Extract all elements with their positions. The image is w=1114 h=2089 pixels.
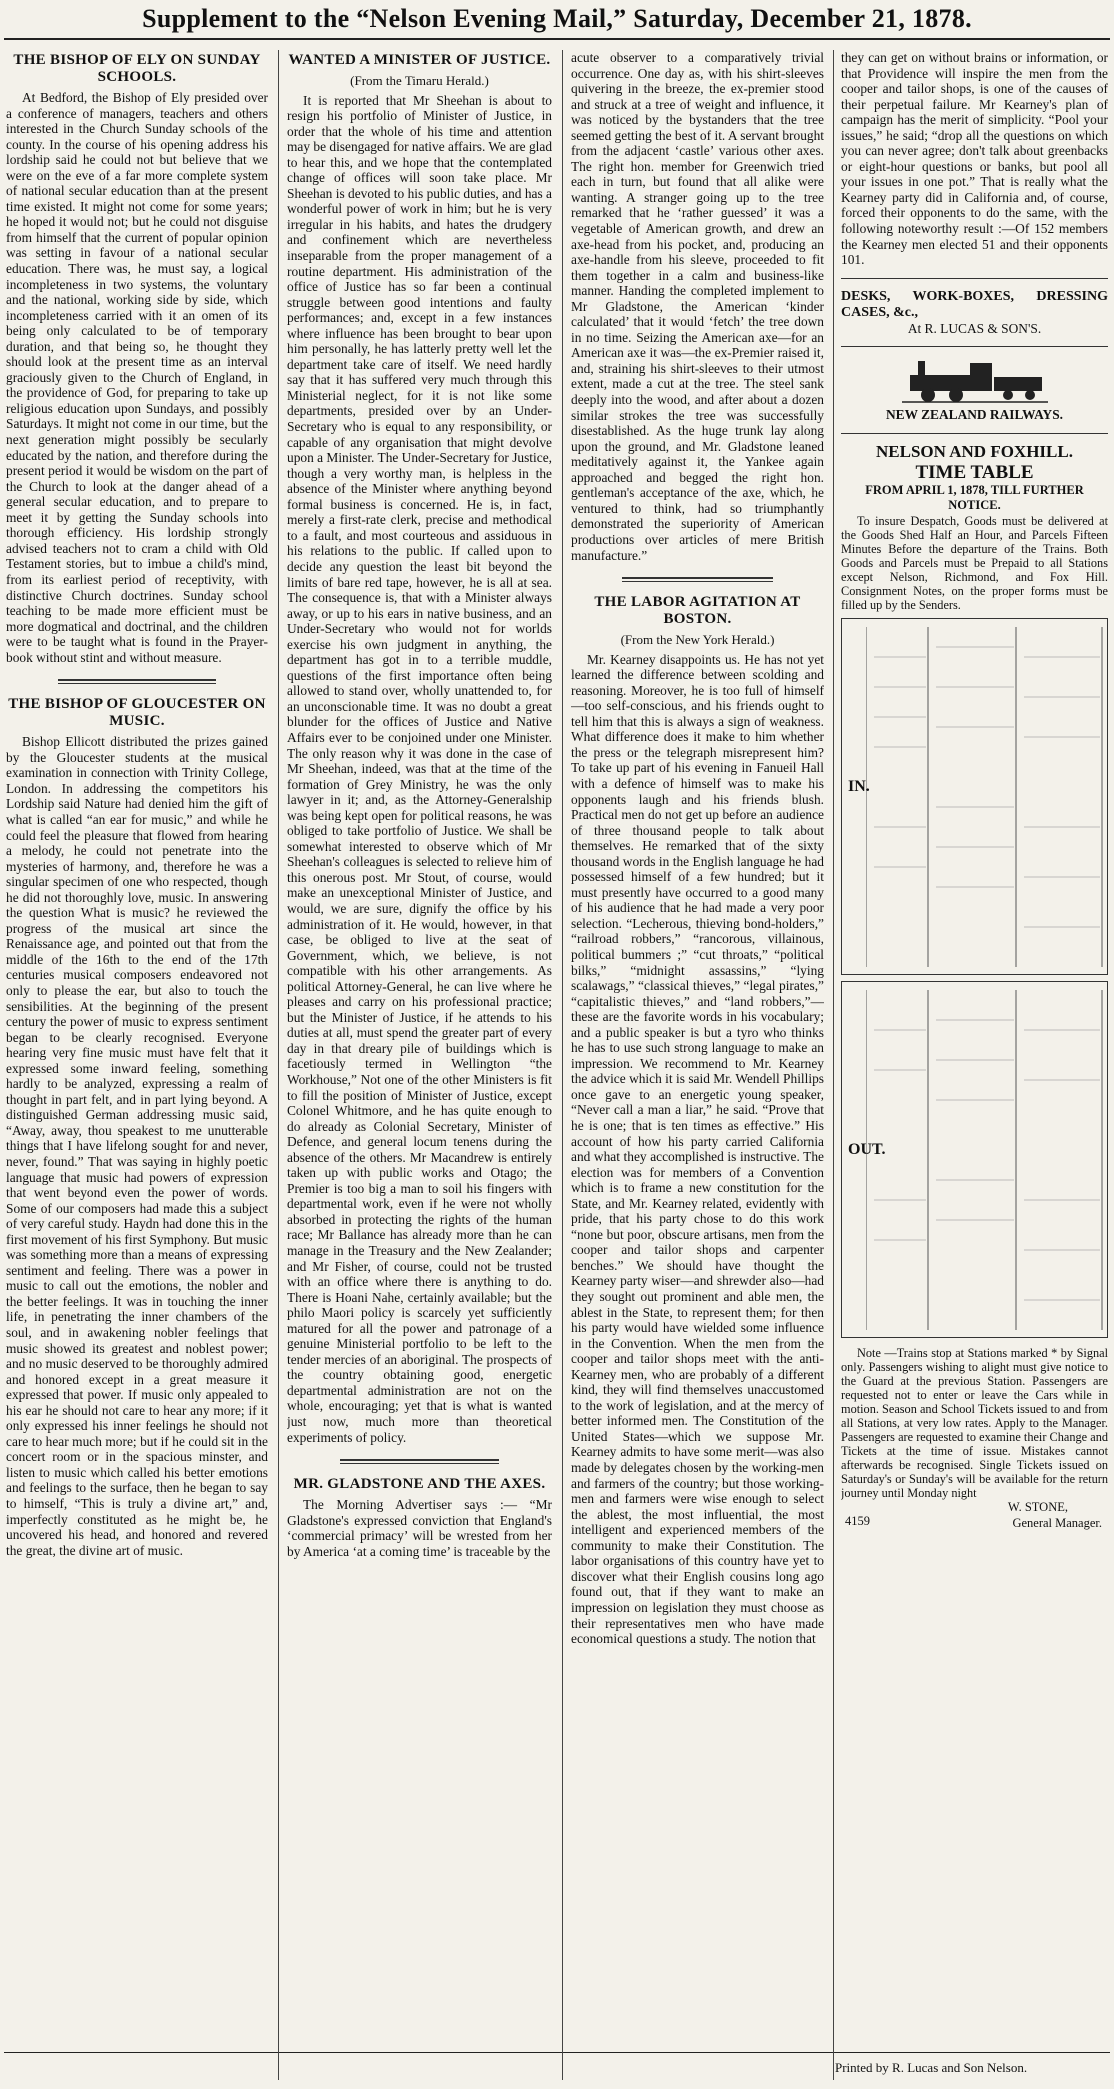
article-continuation-labor: they can get on without brains or information, or that Providence will inspire the men from the cooper and tailor shops, is one of the causes of their perpetual failure. Mr Kearney's plan of campaign has the merit of simplicity. “Pool your issues,” he said; “drop all the questions on which you can never agree; don't talk about greenbacks or eight-hour questions or banks, but pool all your issues in one pot.” That is really what the Kearney party did in California and, of course, forced their opponents to do the same, with the following noteworthy result :—Of 152 members the Kearney men elected 51 and their opponents 101. [841,50,1108,268]
signer-title: General Manager. [1012,1515,1102,1530]
ad-desks-sub: At R. LUCAS & SON'S. [907,320,1042,336]
masthead: Supplement to the “Nelson Evening Mail,” Saturday, December 21, 1878. [142,4,972,33]
railways-title: NEW ZEALAND RAILWAYS. [886,407,1063,423]
article-heading-gladstone: MR. GLADSTONE AND THE AXES. [293,1476,546,1493]
article-heading-ely: THE BISHOP OF ELY ON SUNDAY SCHOOLS. [13,52,261,85]
printer-imprint: Printed by R. Lucas and Son Nelson. [835,2060,1028,2075]
signer-name: W. STONE, [1007,1499,1068,1514]
article-source-labor: (From the New York Herald.) [620,632,775,648]
masthead-rule [4,38,1110,40]
timetable-in [841,618,1108,975]
timetable-in-label: IN. [848,777,870,795]
column-3 [571,50,824,2050]
article-heading-gloucester: THE BISHOP OF GLOUCESTER ON MUSIC. [8,696,266,730]
section-divider [841,433,1108,434]
timetable-notice: To insure Despatch, Goods must be delivered at the Goods Shed Half an Hour, and Parcels Fifteen Minutes Before the departure of the Trains. Both Goods and Parcels must be Prepaid to all Stations except Nelson, Richmond, and Fox Hill. Consignment Notes, on the proper forms must be filled up by the Senders. [841,513,1108,612]
railway-route: NELSON AND FOXHILL. [876,441,1073,461]
ad-number: 4159 [845,1513,870,1528]
timetable-in-grid [866,627,1106,967]
ad-desks-title: DESKS, WORK-BOXES, DRESSING CASES, &c., [841,288,1108,320]
article-source-justice: (From the Timaru Herald.) [350,73,489,88]
section-divider [622,577,774,582]
timetable-out [841,981,1108,1338]
locomotive-icon [900,357,1050,403]
article-body-gladstone: The Morning Advertiser says :— “Mr Gladstone's expressed conviction that England's ‘commercial primacy’ will be wrested from her by America ‘at a coming time’ is traceable by the [287,1497,552,1559]
section-divider [340,1459,499,1464]
timetable-from: FROM APRIL 1, 1878, TILL FURTHER NOTICE. [865,482,1084,513]
column-rule [833,50,834,2080]
column-2 [287,50,552,2050]
article-continuation-gladstone: acute observer to a comparatively trivial occurrence. One day as, with his shirt-sleeves quivering in the breeze, the ex-premier stood and struck at a tree of weight and influence, it was noticed by the bystanders that the tree seemed getting the best of it. A servant brought from the adjacent ‘castle’ various other axes. The right hon. member for Greenwich tried each in turn, but found that all alike were wanting. A stranger going up to the tree remarked that he ‘rather guessed’ it was a vegetable of American growth, and drew an axe-head from his pocket, and, producing an axe-handle from his sleeve, proceeded to fit them together in a calm and business-like manner. Handing the completed implement to Mr Gladstone, the American ‘kinder calculated’ that it would ‘fetch’ the tree down in no time. Seizing the American axe—for an American axe it was—the ex-Premier raised it, and, straining his shirt-sleeves to their utmost extent, made a cut at the tree. The steel sank deeply into the wood, and after about a dozen similar strokes the tree was successfully disestablished. As the huge trunk lay along upon the ground, and Mr. Gladstone leaned meditatively against it, the Yankee again approached and begged the right hon. gentleman's acceptance of the axe, which, he ventured to think, had so triumphantly demonstrated the superiority of American productions over articles of mere British manufacture.” [571,50,824,563]
article-heading-justice: WANTED A MINISTER OF JUSTICE. [288,52,551,68]
article-body-labor: Mr. Kearney disappoints us. He has not yet learned the difference between scolding and reasoning. Moreover, he is too full of himself—too self-conscious, and his friends ought to tell him that this is always a sign of weakness. What difference does it make to him whether the press or the telegraph misrepresent him? To take up part of his evening in Fanueil Hall with a defence of himself was to make his opponents laugh and his friends blush. Practical men do not get up before an audience of three thousand people to talk about themselves. He remarked that of the sixty thousand words in the English language he had possessed himself of a few hundred; but it must presently have occurred to a good many of his audience that he had made a very poor selection. “Lecherous, thieving bond-holders,” “railroad robbers,” “rancorous, villainous, political bummers ;” “cut throats,” “political bilks,” “midnight assassins,” “lying scalawags,” “classical thieves,” “legal pirates,” “capitalistic thieves,” and “land robbers,”—these are the favorite words in his vocabulary; and a public speaker is but a tyro who thinks he has to use such strong language to make an impression. We recommend to Mr. Kearney the advice which it is said Mr. Wendell Phillips once gave to an energetic young speaker, “Never call a man a liar,” he said. “Prove that he is one; that is ten times as effective.” His account of how his party carried California and what they accomplished is instructive. The election was for members of a Convention which is to frame a new constitution for the State, and Mr. Kearney related, evidently with pride, that his party chose to do this work “none but poor, obscure artisans, men from the cooper and tailor shops and carpenter benches.” We should have thought the Kearney party wiser—and shrewder also—had they sought out prominent and able men, the ablest in the State, to represent them; for then his party would have wielded some influence in the Convention. When the men from the cooper and tailor shops meet with the anti-Kearney men, who are probably of a different kind, they will find themselves unaccustomed to the work of legislation, and at the mercy of better informed men. The Constitution of the United States—which we suppose Mr. Kearney admits to have some merit—was also made by delegates chosen by the working-men and farmers of the country; but those working-men and farmers were wise enough to select the ablest, the most influential, the most intelligent and experienced members of the community to make their Constitution. The labor organisations of this country have yet to discover what their English cousins long ago found out, that if they want to make an impression on legislation they must choose as their representatives men who have made economical questions a study. The notion that [571,651,824,1647]
article-heading-labor: THE LABOR AGITATION AT BOSTON. [594,594,801,628]
section-divider [58,679,215,684]
signature-block [841,1500,1108,1534]
article-body-ely: At Bedford, the Bishop of Ely presided over a conference of managers, teachers and others interested in the Church Sunday schools of the county. In the course of his opening address his lordship said he could not but believe that we were on the eve of a far more complete system of national secular education than at the present time existed. It might not come for some years; he hoped it would not; but he could not disguise from himself that the current of popular opinion was setting in favour of a national secular education. There was, he must say, a logical incompleteness in two systems, the voluntary and the national, working side by side, which incompleteness carried with it an omen of its being only calculated to be of temporary duration, and that being so, he thought they should look at the present time as an interval graciously given to the Church of England, in the providence of God, for preparing to take up religious education upon Sundays, and possibly Saturdays. It might not come in our time, but the next generation might possibly be secularly educated by the nation, and therefore during the present period it would be wisdom on the part of the Church to look at the danger ahead of a general secular education, and to prepare to meet it by getting the Sunday schools into thorough efficiency. His lordship strongly advised teachers not to cram a child with Old Testament stories, but to imbue a child's mind, from its earliest period of receptivity, with distinctive Church doctrines. Sunday school teaching to be made more efficient must be more dogmatical and doctrinal, and the children were to be taught what is found in the Prayer-book without stint and without measure. [6,90,268,665]
timetable-out-label: OUT. [848,1140,886,1158]
timetable-title: TIME TABLE [915,462,1034,484]
column-rule [562,50,563,2080]
column-4 [841,50,1108,2050]
column-1 [6,50,268,2050]
section-divider [841,278,1108,279]
section-divider [841,346,1108,347]
column-rule [278,50,279,2080]
article-body-justice: It is reported that Mr Sheehan is about to resign his portfolio of Minister of Justice, in order that the whole of his time and attention may be disengaged for native affairs. We are glad to hear this, and we hope that the contemplated change of offices will soon take place. Mr Sheehan is devoted to his public duties, and has a wonderful power of work in him; but he is very irregular in his habits, and hates the drudgery and confinement which are nevertheless inseparable from the proper management of a routine department. His administration of the office of Justice has so far been a continual struggle between good intentions and faulty performances; and, except in a few instances where influence has been brought to bear upon him personally, he has latterly pretty well let the department take care of itself. We need hardly say that it has suffered very much through this Ministerial neglect, for it is not like some departments, presided over by an Under-Secretary who is equal to any responsibility, or capable of any organisation that might devolve upon a Minister. The Under-Secretary for Justice, though a very worthy man, is helpless in the absence of the Minister where anything beyond formal business is concerned. He is, in fact, merely a first-rate clerk, precise and methodical to a fault, and most courteous and assiduous in his relations to the public. If called upon to decide any question the least bit beyond the limits of bare red tape, however, he is all at sea. The consequence is, that with a Minister always away, or up to his ears in native business, and an Under-Secretary who would not for worlds exercise his own judgment in anything, the department has got in to a terrible muddle, questions of the first importance often being allowed to stand over, wholly unattended to, for an unconscionable time. It was no doubt a great blunder for the offices of Justice and Native Affairs ever to be conjoined under one Minister. The only reason why it was done in the case of Mr Sheehan, indeed, was that at the time of the formation of Grey Ministry, he was the only lawyer in it; and, as the Attorney-Generalship was being kept open for political reasons, he was obliged to take portfolio of Justice. We shall be somewhat interested to observe which of Mr Sheehan's colleagues is selected to relieve him of this onerous post. Mr Stout, of course, would make an unexceptional Minister of Justice, and would, we are sure, dignify the office by his administration of it. He would, however, in that case, be obliged to live at the seat of Government, which, we believe, is not compatible with his other arrangements. As political Attorney-General, he can live where he pleases and carry on his professional practice; but the Minister of Justice, if he attends to his duties at all, must spend the greater part of every day in that dreary pile of buildings which is facetiously termed in Wellington “the Workhouse,” Not one of the other Ministers is fit to fill the position of Minister of Justice, except Colonel Whitmore, and he has quite enough to do already as Colonial Secretary, Minister of Defence, and general locum tenens during the absence of the others. Mr Macandrew is entirely taken up with public works and Otago; the Premier is too big a man to soil his fingers with departmental work, even if he were not wholly absorbed in protecting the rights of the human race; Mr Ballance has already more than he can manage in the Treasury and the New Zealander; and Mr Fisher, of course, could not be trusted with an office where there is anything to do. There is Hoani Nahe, certainly available; but the philo Maori policy is scarcely yet sufficiently matured for all the power and patronage of a genuine Ministerial portfolio to be left to the tender mercies of an aboriginal. The prospects of the country obtaining good, energetic departmental administration are not on the whole, encouraging; yet that is what is wanted just now, much more than theoretical experiments of policy. [287,92,552,1445]
bottom-rule [4,2052,1110,2053]
article-body-gloucester: Bishop Ellicott distributed the prizes gained by the Gloucester students at the musical examination in connection with Trinity College, London. In addressing the competitors his Lordship said Nature had denied him the gift of what is called “an ear for music,” and while he could feel the pleasure that flowed from hearing a melody, he could not penetrate into the mysteries of harmony, and, therefore he was a singular specimen of one who respected, though he did not thoroughly love, music. In answering the question What is music? he reviewed the progress of the musical art since the Renaissance age, and pointed out that from the middle of the 16th to the end of the 17th centuries musical composers endeavored not only to please the ear, but also to touch the sensibilities. At the beginning of the present century the power of music to express sentiment began to be clearly recognised. Everyone hearing very fine music must have felt that it expressed some inward feeling, something hardly to be analyzed, expressing a realm of thought in part felt, and in part lying beyond. A distinguished German addressing music said, “Away, away, thou speakest to me unutterable things that I have lifelong sought for and never, never, found.” That was saying in highly poetic language that music had powers of expression that went beyond even the power of words. Some of our composers had made this a subject of very careful study. Haydn had done this in the first movement of his first Symphony. But music was something more than a means of expressing sentiment and feeling. There was a power in music to call out the emotions, the nobler and the better feelings. It was in touching the inner life, in penetrating the inner chambers of the soul, and in awakening nobler feelings that music showed its greatest and noblest power; and no music deserved to be thoroughly admired and honored except in a great measure it expressed that power. If music only appealed to his ear he should not care to hear any more; if it only expressed his inner feelings he should not care to hear much more; but if he could sit in the concert room or in the spacious minster, and listen to music which called his better emotions and feelings to the surface, then he began to say to himself, “This is truly a divine art,” and, imperfectly constituted as he might be, he uncovered his head, and honored and revered the great, the divine art of music. [6,734,268,1558]
timetable-out-grid [866,990,1106,1330]
timetable-note: Note —Trains stop at Stations marked * by Signal only. Passengers wishing to alight must give notice to the Guard at the previous Station. Passengers are requested not to enter or leave the Cars while in motion. Season and School Tickets issued to and from all Stations, at very low rates. Apply to the Manager. Passengers are requested to examine their Change and Tickets at the time of issue. Mistakes cannot afterwards be recognised. Single Tickets issued on Saturday's or Sunday's will be available for the return journey until Monday night [841,1345,1108,1500]
